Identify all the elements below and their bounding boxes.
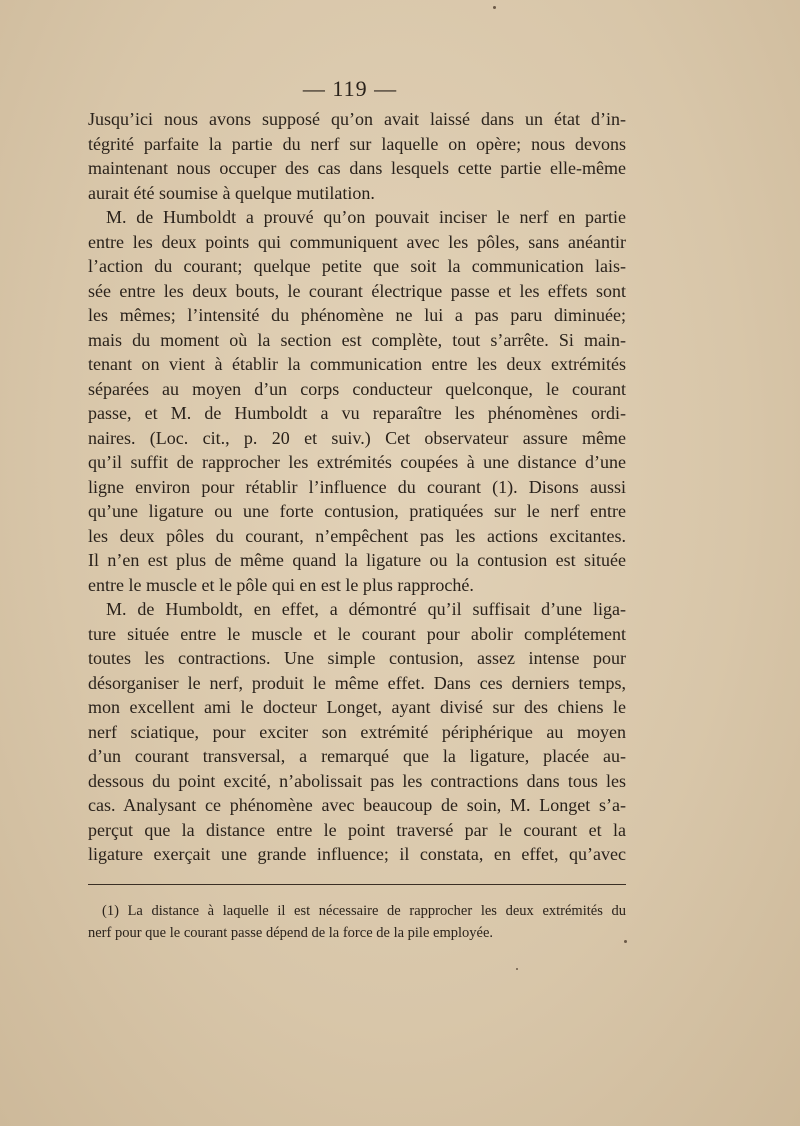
footnote-divider xyxy=(88,884,626,885)
text-line: naires. (Loc. cit., p. 20 et suiv.) Cet observateur assure même xyxy=(88,427,626,448)
text-line: cas. Analysant ce phénomène avec beaucoup de soin, M. Longet s’a- xyxy=(88,795,626,815)
page-number: — 119 — xyxy=(302,76,398,101)
text-line: séparées au moyen d’un corps conducteur quelconque, le courant xyxy=(88,378,626,399)
text-line: perçut que la distance entre le point traversé par le courant et la xyxy=(88,819,626,840)
footnote xyxy=(88,900,626,944)
paper-speck xyxy=(516,968,518,970)
footnote-line: (1) La distance à laquelle il est nécessaire de rapprocher les deux extrémités du xyxy=(102,903,626,919)
text-line: passe, et M. de Humboldt a vu reparaître les phénomènes ordi- xyxy=(88,403,626,423)
text-line: les deux pôles du courant, n’empêchent pas les actions excitantes. xyxy=(88,525,626,546)
text-line: M. de Humboldt a prouvé qu’on pouvait inciser le nerf en partie xyxy=(106,207,626,227)
text-line: toutes les contractions. Une simple contusion, assez intense pour xyxy=(88,648,626,668)
text-line: entre le muscle et le pôle qui en est le plus rapproché. xyxy=(88,574,474,595)
text-line: sée entre les deux bouts, le courant électrique passe et les effets sont xyxy=(88,280,626,301)
footnote-line: nerf pour que le courant passe dépend de la force de la pile employée. xyxy=(88,925,494,941)
text-line: mais du moment où la section est complète, tout s’arrête. Si main- xyxy=(88,329,626,350)
text-line: qu’il suffit de rapprocher les extrémités coupées à une distance d’une xyxy=(88,452,626,472)
text-line: M. de Humboldt, en effet, a démontré qu’il suffisait d’une liga- xyxy=(106,599,626,619)
text-line: ligne environ pour rétablir l’influence du courant (1). Disons aussi xyxy=(88,476,626,497)
text-line: nerf sciatique, pour exciter son extrémité périphérique au moyen xyxy=(88,721,626,742)
text-line: Jusqu’ici nous avons supposé qu’on avait laissé dans un état d’in- xyxy=(88,109,626,129)
text-line: les mêmes; l’intensité du phénomène ne lui a pas paru diminuée; xyxy=(88,305,626,325)
text-line: ture située entre le muscle et le courant pour abolir complétement xyxy=(88,623,626,644)
paper-speck xyxy=(624,940,627,943)
text-line: dessous du point excité, n’abolissait pas les contractions dans tous les xyxy=(88,770,626,791)
text-line: d’un courant transversal, a remarqué que la ligature, placée au- xyxy=(88,746,626,766)
text-line: qu’une ligature ou une forte contusion, pratiquées sur le nerf entre xyxy=(88,501,626,521)
text-line: Il n’en est plus de même quand la ligature ou la contusion est située xyxy=(88,550,626,570)
paper-speck xyxy=(493,6,496,9)
text-line: l’action du courant; quelque petite que soit la communication lais- xyxy=(88,256,626,276)
text-line: aurait été soumise à quelque mutilation. xyxy=(88,182,375,203)
text-line: ligature exerçait une grande influence; il constata, en effet, qu’avec xyxy=(88,844,626,864)
text-line: mon excellent ami le docteur Longet, ayant divisé sur des chiens le xyxy=(88,697,626,717)
text-line: tégrité parfaite la partie du nerf sur laquelle on opère; nous devons xyxy=(88,133,626,154)
text-line: maintenant nous occuper des cas dans lesquels cette partie elle-même xyxy=(88,158,626,178)
text-line: tenant on vient à établir la communication entre les deux extrémités xyxy=(88,354,626,374)
text-line: entre les deux points qui communiquent avec les pôles, sans anéantir xyxy=(88,231,626,252)
text-line: désorganiser le nerf, produit le même effet. Dans ces derniers temps, xyxy=(88,672,626,693)
body-text xyxy=(88,107,626,867)
